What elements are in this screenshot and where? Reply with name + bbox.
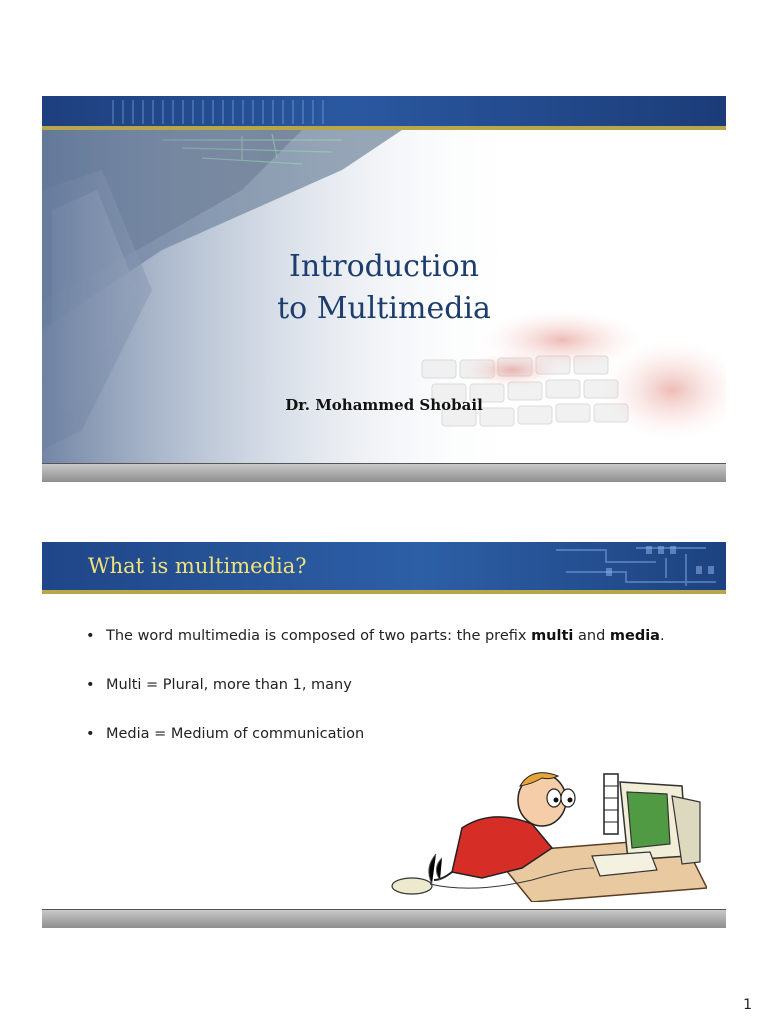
page-number: 1 [743,997,752,1013]
slide-footer-band [42,463,726,482]
title-slide [42,96,726,482]
bullet-text: . [659,628,665,644]
slide-header-band [42,96,726,130]
bullet-text: Media = Medium of communication [106,726,365,742]
bold-term-multi: multi [531,628,574,644]
bullet-text: Multi = Plural, more than 1, many [106,677,352,693]
bullet-text: The word multimedia is composed of two parts: the prefix [106,628,532,644]
bold-term-media: media [609,628,660,644]
slide-header-band [42,542,726,594]
slide-footer-band [42,909,726,928]
list-item [86,626,672,646]
title-line-2: to Multimedia [277,291,491,326]
slide-title: What is multimedia? [88,554,307,578]
bullet-icon: • [86,726,95,742]
bullet-icon: • [86,628,95,644]
circuit-pattern-decoration [546,542,726,590]
title-line-1: Introduction [289,249,479,284]
bullet-text: and [573,628,610,644]
gold-accent-stripe [42,590,726,594]
bullet-icon: • [86,677,95,693]
circuit-pattern-decoration [112,100,332,124]
cartoon-man-at-computer-illustration [382,768,707,902]
bullet-list [86,626,672,773]
list-item [86,724,672,744]
presentation-title [42,246,726,330]
content-slide [42,542,726,928]
author-name: Dr. Mohammed Shobail [285,396,483,414]
list-item [86,675,672,695]
